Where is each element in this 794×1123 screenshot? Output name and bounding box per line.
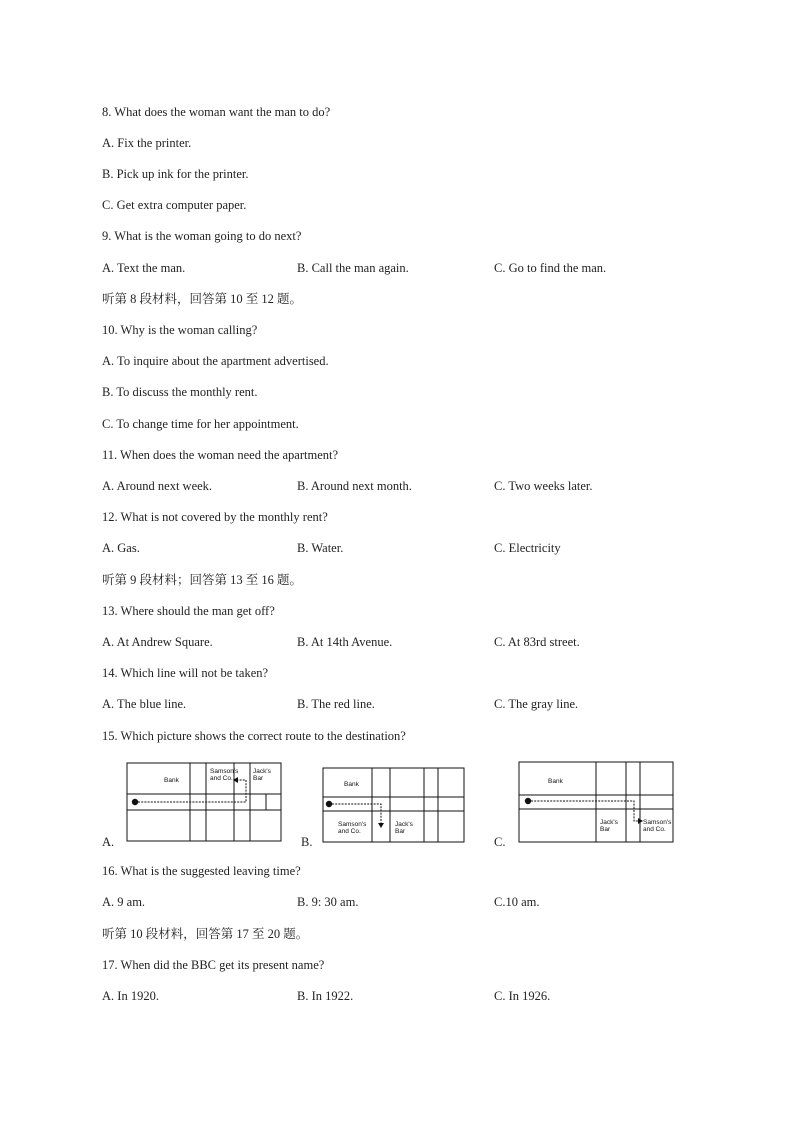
map-b-samsons-label-2: and Co. xyxy=(338,828,361,835)
map-b-bank-label: Bank xyxy=(344,781,359,788)
q14-option-c: C. The gray line. xyxy=(494,697,579,711)
q10-option-a: A. To inquire about the apartment advertised. xyxy=(102,354,329,368)
q12-option-c: C. Electricity xyxy=(494,541,561,555)
route-map-a xyxy=(126,762,282,842)
q13-option-b: B. At 14th Avenue. xyxy=(297,635,393,649)
q9-option-b: B. Call the man again. xyxy=(297,261,409,275)
q14-option-a: A. The blue line. xyxy=(102,697,187,711)
q13-option-c: C. At 83rd street. xyxy=(494,635,580,649)
map-a-start-dot xyxy=(132,799,138,805)
q11-option-c: C. Two weeks later. xyxy=(494,479,593,493)
q17-option-c: C. In 1926. xyxy=(494,989,551,1003)
q8-option-a: A. Fix the printer. xyxy=(102,136,192,150)
q8-option-c: C. Get extra computer paper. xyxy=(102,198,247,212)
q16-option-a: A. 9 am. xyxy=(102,895,146,909)
q9-option-a: A. Text the man. xyxy=(102,261,186,275)
q10-option-c: C. To change time for her appointment. xyxy=(102,417,299,431)
map-c-jacks-label-2: Bar xyxy=(600,826,611,833)
map-b-samsons-label-1: Samson's xyxy=(338,821,367,828)
q11-option-a: A. Around next week. xyxy=(102,479,213,493)
map-c-samsons-label-2: and Co. xyxy=(643,826,666,833)
question-17: 17. When did the BBC get its present name? xyxy=(102,958,325,972)
map-b-jacks-label-2: Bar xyxy=(395,828,406,835)
q8-option-b: B. Pick up ink for the printer. xyxy=(102,167,249,181)
q12-option-b: B. Water. xyxy=(297,541,344,555)
map-c-route xyxy=(531,801,638,821)
route-map-c xyxy=(518,761,674,843)
q15-option-b-letter: B. xyxy=(301,835,313,849)
section-heading-9: 听第 9 段材料；回答第 13 至 16 题。 xyxy=(102,573,303,587)
q16-option-b: B. 9: 30 am. xyxy=(297,895,359,909)
map-a-jacks-label-2: Bar xyxy=(253,775,264,782)
q12-option-a: A. Gas. xyxy=(102,541,140,555)
q17-option-a: A. In 1920. xyxy=(102,989,159,1003)
question-15: 15. Which picture shows the correct route to the destination? xyxy=(102,729,406,743)
question-8: 8. What does the woman want the man to do? xyxy=(102,105,331,119)
route-map-b xyxy=(322,767,465,843)
map-c-jacks-label-1: Jack's xyxy=(600,819,618,826)
question-14: 14. Which line will not be taken? xyxy=(102,666,269,680)
q11-option-b: B. Around next month. xyxy=(297,479,412,493)
map-a-jacks-label-1: Jack's xyxy=(253,768,271,775)
map-a-bank-label: Bank xyxy=(164,777,179,784)
q15-option-a-letter: A. xyxy=(102,835,115,849)
q15-option-c-letter: C. xyxy=(494,835,506,849)
section-heading-10: 听第 10 段材料，回答第 17 至 20 题。 xyxy=(102,927,309,941)
map-c-bank-label: Bank xyxy=(548,778,563,785)
q9-option-c: C. Go to find the man. xyxy=(494,261,607,275)
section-heading-8: 听第 8 段材料，回答第 10 至 12 题。 xyxy=(102,292,303,306)
question-9: 9. What is the woman going to do next? xyxy=(102,229,302,243)
map-c-samsons-label-1: Samson's xyxy=(643,819,672,826)
question-16: 16. What is the suggested leaving time? xyxy=(102,864,301,878)
map-a-samsons-label-2: and Co. xyxy=(210,775,233,782)
question-13: 13. Where should the man get off? xyxy=(102,604,275,618)
q17-option-b: B. In 1922. xyxy=(297,989,354,1003)
q10-option-b: B. To discuss the monthly rent. xyxy=(102,385,258,399)
q16-option-c: C.10 am. xyxy=(494,895,540,909)
map-b-start-dot xyxy=(326,801,332,807)
map-a-route xyxy=(138,780,246,802)
question-11: 11. When does the woman need the apartment? xyxy=(102,448,339,462)
question-10: 10. Why is the woman calling? xyxy=(102,323,258,337)
question-12: 12. What is not covered by the monthly rent? xyxy=(102,510,328,524)
q13-option-a: A. At Andrew Square. xyxy=(102,635,213,649)
q14-option-b: B. The red line. xyxy=(297,697,375,711)
map-a-samsons-label-1: Samson's xyxy=(210,768,239,775)
map-b-jacks-label-1: Jack's xyxy=(395,821,413,828)
map-c-start-dot xyxy=(525,798,531,804)
